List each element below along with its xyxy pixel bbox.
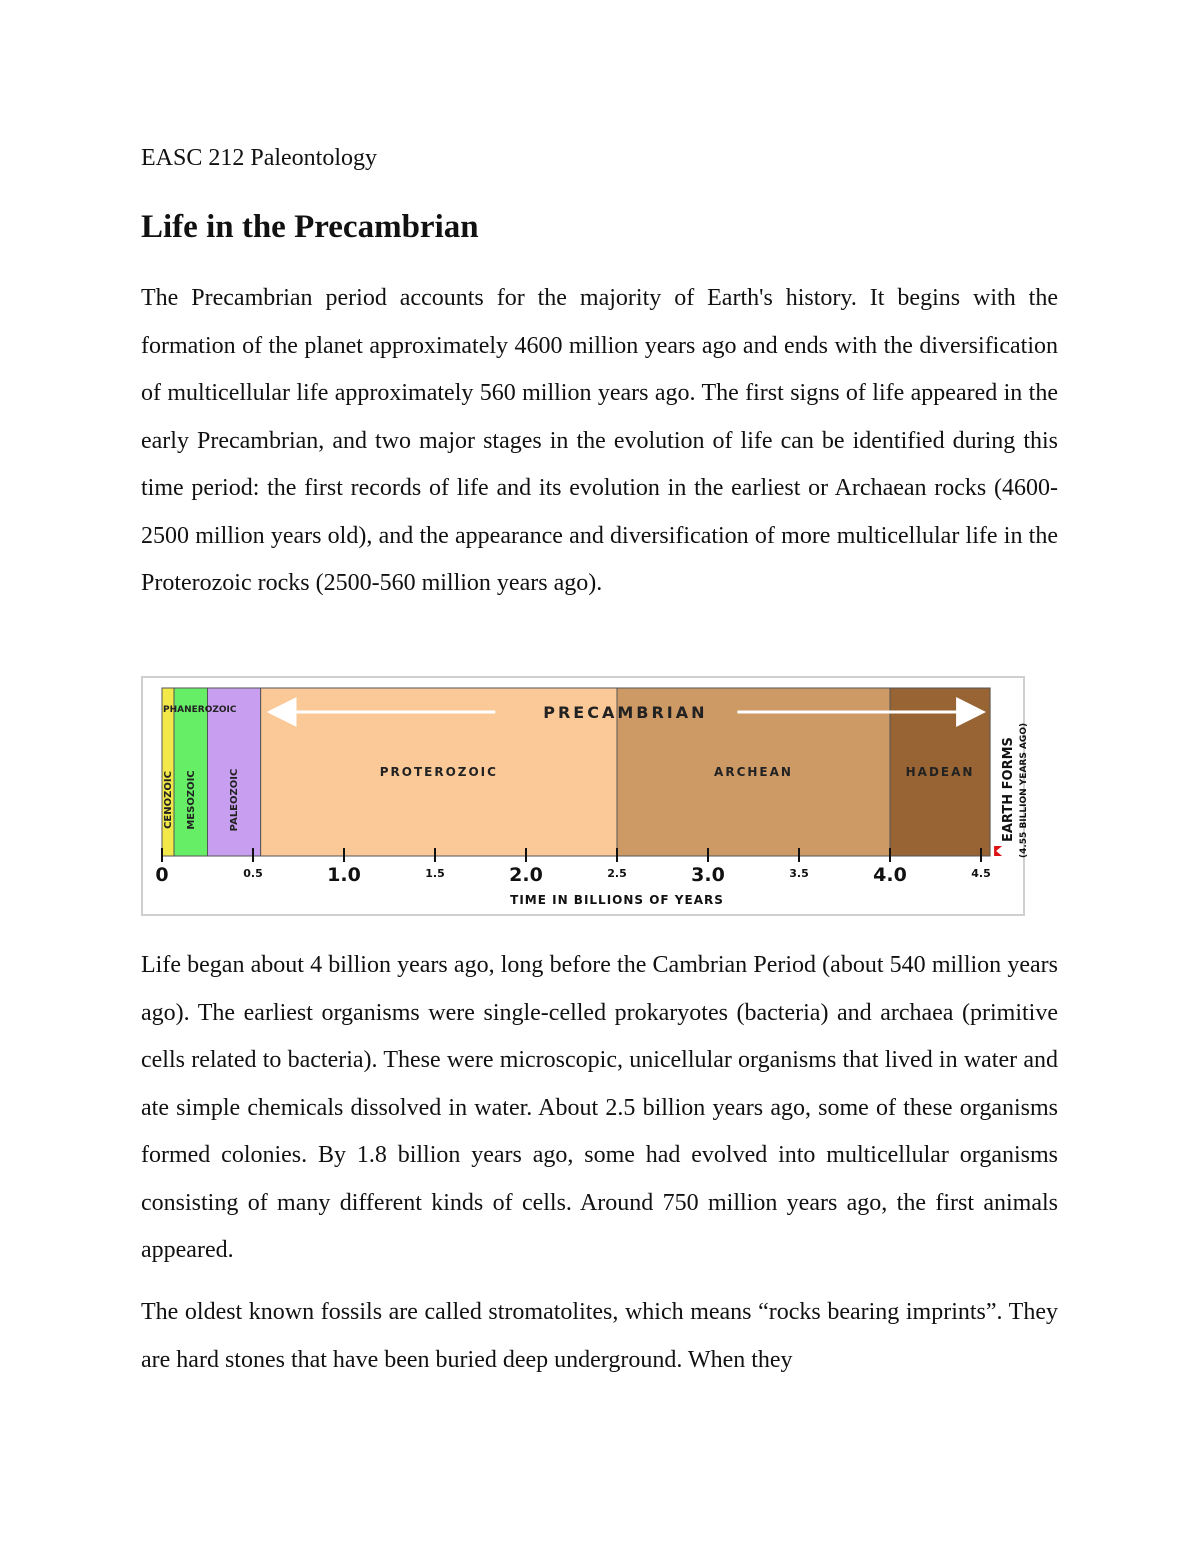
- tick-label: 2.0: [509, 864, 543, 886]
- geologic-timeline-figure: [141, 676, 1030, 916]
- segment-label-cenozoic: CENOZOIC: [163, 771, 175, 829]
- tick-label: 4.5: [971, 867, 991, 880]
- phanerozoic-label: PHANEROZOIC: [163, 705, 237, 715]
- tick-label: 3.5: [789, 867, 809, 880]
- segment-label-hadean: HADEAN: [905, 765, 975, 779]
- earth-forms-flag-icon: [994, 846, 1002, 856]
- tick-label: 1.0: [327, 864, 361, 886]
- axis-title: TIME IN BILLIONS OF YEARS: [510, 893, 724, 907]
- segment-label-archean: ARCHEAN: [714, 765, 793, 779]
- earth-forms-marker: [994, 723, 1029, 858]
- paragraph-stromatolites: The oldest known fossils are called stromatolites, which means “rocks bearing imprints”. They are hard stones that have been buried deep underground. When they: [141, 1299, 1058, 1373]
- timeline-chart: [143, 678, 1030, 914]
- precambrian-label: PRECAMBRIAN: [543, 703, 708, 722]
- tick-label: 0: [155, 864, 169, 886]
- tick-label: 0.5: [243, 867, 263, 880]
- tick-label: 4.0: [873, 864, 907, 886]
- paragraph-early-life: Life began about 4 billion years ago, long before the Cambrian Period (about 540 million years ago). The earliest organisms were single-celled prokaryotes (bacteria) and archaea (primitive cells related to bacteria). These were microscopic, unicellular organisms that lived in water and ate simple chemicals dissolved in water. About 2.5 billion years ago, some of these organisms formed colonies. By 1.8 billion years ago, some had evolved into multicellular organisms consisting of many different kinds of cells. Around 750 million years ago, the first animals appeared.: [141, 952, 1058, 1263]
- course-header: EASC 212 Paleontology: [141, 145, 378, 171]
- segment-label-proterozoic: PROTEROZOIC: [379, 765, 498, 779]
- segment-label-paleozoic: PALEOZOIC: [229, 768, 241, 832]
- segment-label-mesozoic: MESOZOIC: [185, 770, 197, 830]
- paragraph-intro: The Precambrian period accounts for the majority of Earth's history. It begins with the formation of the planet approximately 4600 million years ago and ends with the diversification of multicellular life approximately 560 million years ago. The first signs of life appeared in the early Precambrian, and two major stages in the evolution of life can be identified during this time period: the first records of life and its evolution in the earliest or Archaean rocks (4600-2500 million years old), and the appearance and diversification of more multicellular life in the Proterozoic rocks (2500-560 million years ago).: [141, 285, 1058, 596]
- earth-forms-note: (4.55 BILLION YEARS AGO): [1019, 722, 1030, 858]
- tick-label: 3.0: [691, 864, 725, 886]
- document-title: Life in the Precambrian: [141, 209, 479, 245]
- tick-label: 2.5: [607, 867, 627, 880]
- tick-label: 1.5: [425, 867, 445, 880]
- earth-forms-label: EARTH FORMS: [1001, 737, 1017, 842]
